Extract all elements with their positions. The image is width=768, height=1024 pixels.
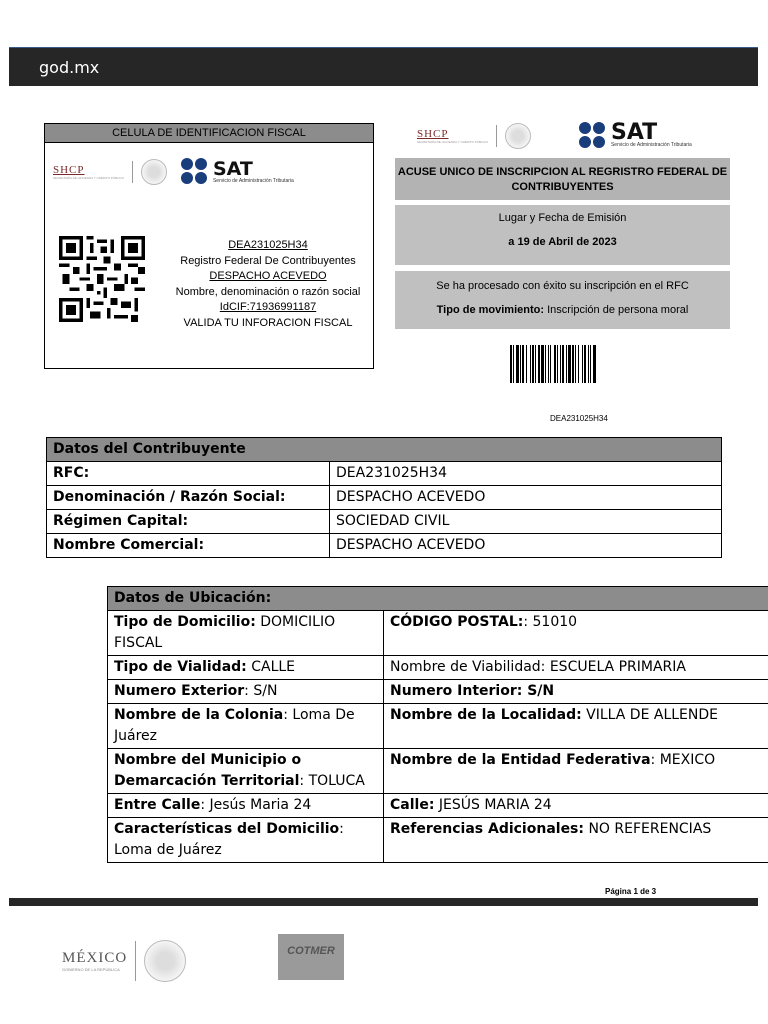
page-number: Página 1 de 3 <box>605 887 657 896</box>
acuse-title: ACUSE UNICO DE INSCRIPCION AL REGRISTRO FEDERAL DE CONTRIBUYENTES <box>395 158 730 200</box>
id-card-name-caption: Nombre, denominación o razón social <box>175 285 361 298</box>
id-card-details <box>163 238 373 331</box>
place-date-box <box>395 205 730 265</box>
id-card-header: CELULA DE IDENTIFICACION FISCAL <box>45 124 373 143</box>
mexico-logo: MÉXICO GOBIERNO DE LA REPÚBLICA <box>62 940 186 982</box>
acuse-logos <box>417 120 737 152</box>
place-date-label: Lugar y Fecha de Emisión <box>498 212 627 224</box>
movement-label: Tipo de movimiento: <box>436 304 545 316</box>
movement-box <box>395 271 730 329</box>
place-date-value: a 19 de Abril de 2023 <box>508 236 617 248</box>
ubicacion-table <box>107 586 768 863</box>
shcp-logo: SHCP SECRETARÍA DE HACIENDA Y CRÉDITO PÚBLICO <box>417 128 488 144</box>
cotmer-logo: COTMER <box>278 934 344 980</box>
movement-value: Inscripción de persona moral <box>547 304 689 316</box>
id-card-validate-text: VALIDA TU INFORACION FISCAL <box>183 316 353 329</box>
sat-dots-icon <box>181 158 209 186</box>
success-message: Se ha procesado con éxito su inscripción en el RFC <box>436 280 689 292</box>
table-row: Tipo de Vialidad: CALLE Nombre de Viabilidad: ESCUELA PRIMARIA <box>108 656 768 680</box>
table-row: Entre Calle: Jesús Maria 24 Calle: JESÚS MARIA 24 <box>108 794 768 818</box>
table-row: Nombre de la Colonia: Loma De Juárez Nombre de la Localidad: VILLA DE ALLENDE <box>108 704 768 749</box>
table-row: Nombre del Municipio o Demarcación Territorial: TOLUCA Nombre de la Entidad Federativa: MEXICO <box>108 749 768 794</box>
qr-code-icon <box>59 232 145 326</box>
sat-logo: SAT Servicio de Administración Tributaria <box>181 158 294 186</box>
barcode-icon <box>510 345 653 383</box>
sat-logo: SAT Servicio de Administración Tributaria <box>579 122 692 150</box>
bottom-bar <box>9 898 758 906</box>
id-card-name: DESPACHO ACEVEDO <box>209 270 327 282</box>
national-seal-icon <box>505 123 531 149</box>
table-row: RFC: DEA231025H34 <box>47 462 722 486</box>
id-card-rfc: DEA231025H34 <box>228 239 308 251</box>
ubicacion-title: Datos de Ubicación: <box>108 587 768 611</box>
table-row: Características del Domicilio: Loma de Juárez Referencias Adicionales: NO REFERENCIAS <box>108 818 768 863</box>
contribuyente-table <box>46 437 722 558</box>
table-row: Tipo de Domicilio: DOMICILIO FISCAL CÓDIGO POSTAL:: 51010 <box>108 611 768 656</box>
id-card-logos <box>53 158 294 186</box>
id-card-rfc-caption: Registro Federal De Contribuyentes <box>180 254 356 267</box>
table-row: Numero Exterior: S/N Numero Interior: S/N <box>108 680 768 704</box>
shcp-logo: SHCP SECRETARÍA DE HACIENDA Y CRÉDITO PÚBLICO <box>53 164 124 180</box>
sat-dots-icon <box>579 122 607 150</box>
barcode-caption: DEA231025H34 <box>550 414 608 423</box>
contribuyente-title: Datos del Contribuyente <box>47 438 722 462</box>
national-seal-icon <box>141 159 167 185</box>
table-row: Denominación / Razón Social: DESPACHO ACEVEDO <box>47 486 722 510</box>
site-title: god.mx <box>39 58 100 77</box>
id-card-idcif: IdCIF:71936991187 <box>219 301 317 313</box>
id-card <box>44 123 374 369</box>
table-row: Nombre Comercial: DESPACHO ACEVEDO <box>47 534 722 558</box>
national-seal-icon <box>144 940 186 982</box>
table-row: Régimen Capital: SOCIEDAD CIVIL <box>47 510 722 534</box>
top-bar <box>9 47 758 86</box>
